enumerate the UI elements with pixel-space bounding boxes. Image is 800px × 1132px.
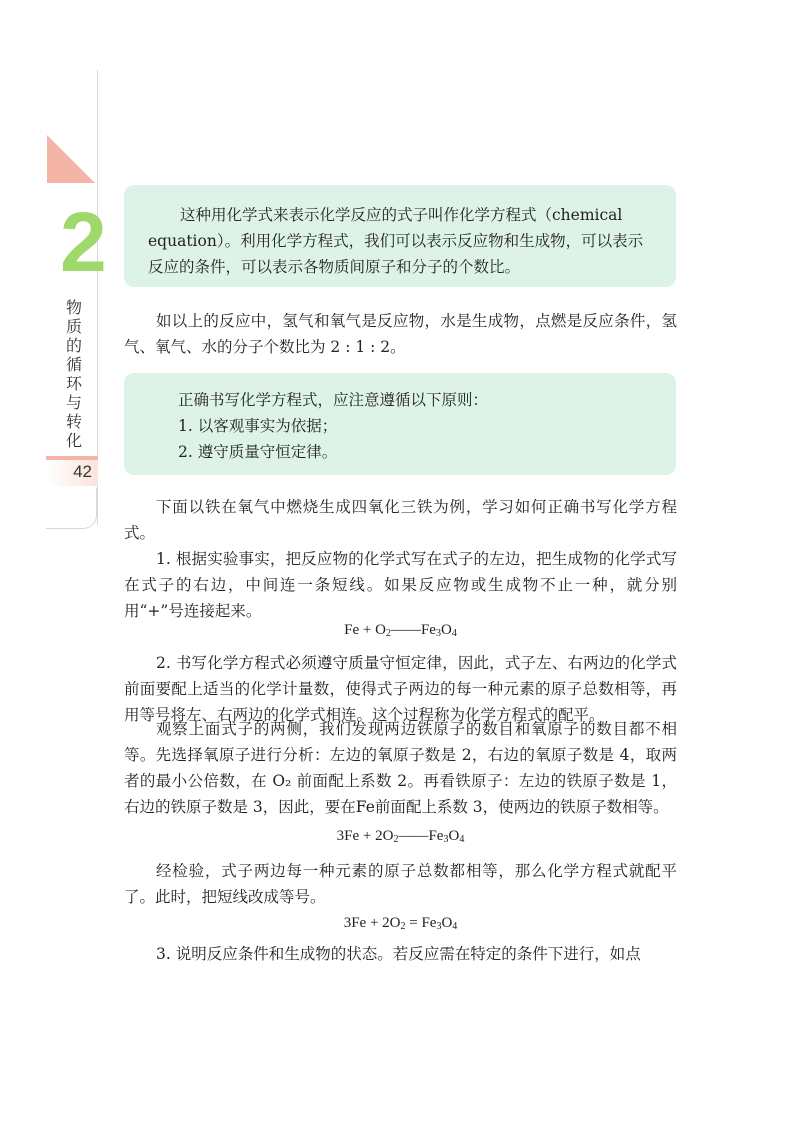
paragraph-step2: 2. 书写化学方程式必须遵守质量守恒定律，因此，式子左、右两边的化学式前面要配上适当的化学计量数，使得式子两边的每一种元素的原子总数相等，再用等号将左、右两边的化学式相连。这个过程称为化学方程式的配平。	[124, 654, 677, 724]
principles-callout	[124, 373, 676, 475]
callout2-line1: 正确书写化学方程式，应注意遵循以下原则：	[178, 391, 489, 409]
page-corner-decoration	[46, 488, 97, 529]
paragraph-check: 经检验，式子两边每一种元素的原子总数都相等，那么化学方程式就配平了。此时，把短线改成等号。	[124, 862, 677, 906]
callout1-line3: 反应的条件，可以表示各物质间原子和分子的个数比。	[148, 258, 521, 276]
page-number: 42	[73, 462, 92, 481]
callout1-line2: equation）。利用化学方程式，我们可以表示反应物和生成物，可以表示	[148, 232, 644, 250]
paragraph-step3: 3. 说明反应条件和生成物的状态。若反应需在特定的条件下进行，如点	[156, 945, 641, 963]
corner-triangle-decoration	[47, 135, 95, 183]
paragraph-step1: 1. 根据实验事实，把反应物的化学式写在式子的左边，把生成物的化学式写在式子的右边，中间连一条短线。如果反应物或生成物不止一种，就分别用“+”号连接起来。	[124, 550, 677, 620]
paragraph-analysis: 观察上面式子的两侧，我们发现两边铁原子的数目和氧原子的数目都不相等。先选择氧原子进行分析：左边的氧原子数是 2，右边的氧原子数是 4，取两者的最小公倍数，在 O₂ 前面配上系数 2。再看铁原子：左边的铁原子数是 1，右边的铁原子数是 3，因此，要在Fe前面配上系数 3，使两边的铁原子数相等。	[124, 720, 677, 816]
callout1-line1: 这种用化学式来表示化学反应的式子叫作化学方程式（chemical	[180, 206, 623, 224]
callout2-line2: 1. 以客观事实为依据；	[178, 417, 338, 435]
paragraph-reactants: 如以上的反应中，氢气和氧气是反应物，水是生成物，点燃是反应条件，氢气、氧气、水的分子个数比为 2 : 1 : 2。	[124, 312, 677, 356]
page-number-bar	[46, 456, 98, 460]
equation-coefficients: $3Fe + 2O_2——Fe_3O_4$	[336, 828, 465, 845]
paragraph-intro: 下面以铁在氧气中燃烧生成四氧化三铁为例，学习如何正确书写化学方程式。	[124, 498, 677, 542]
chapter-number: 2	[60, 195, 107, 289]
equation-unbalanced: $Fe + O_2——Fe_3O_4$	[344, 622, 457, 639]
callout2-line3: 2. 遵守质量守恒定律。	[178, 443, 338, 461]
definition-callout	[124, 185, 676, 287]
equation-balanced: $3Fe + 2O_2 = Fe_3O_4$	[343, 915, 458, 932]
chapter-title: 物质的循环与转化	[66, 298, 83, 450]
